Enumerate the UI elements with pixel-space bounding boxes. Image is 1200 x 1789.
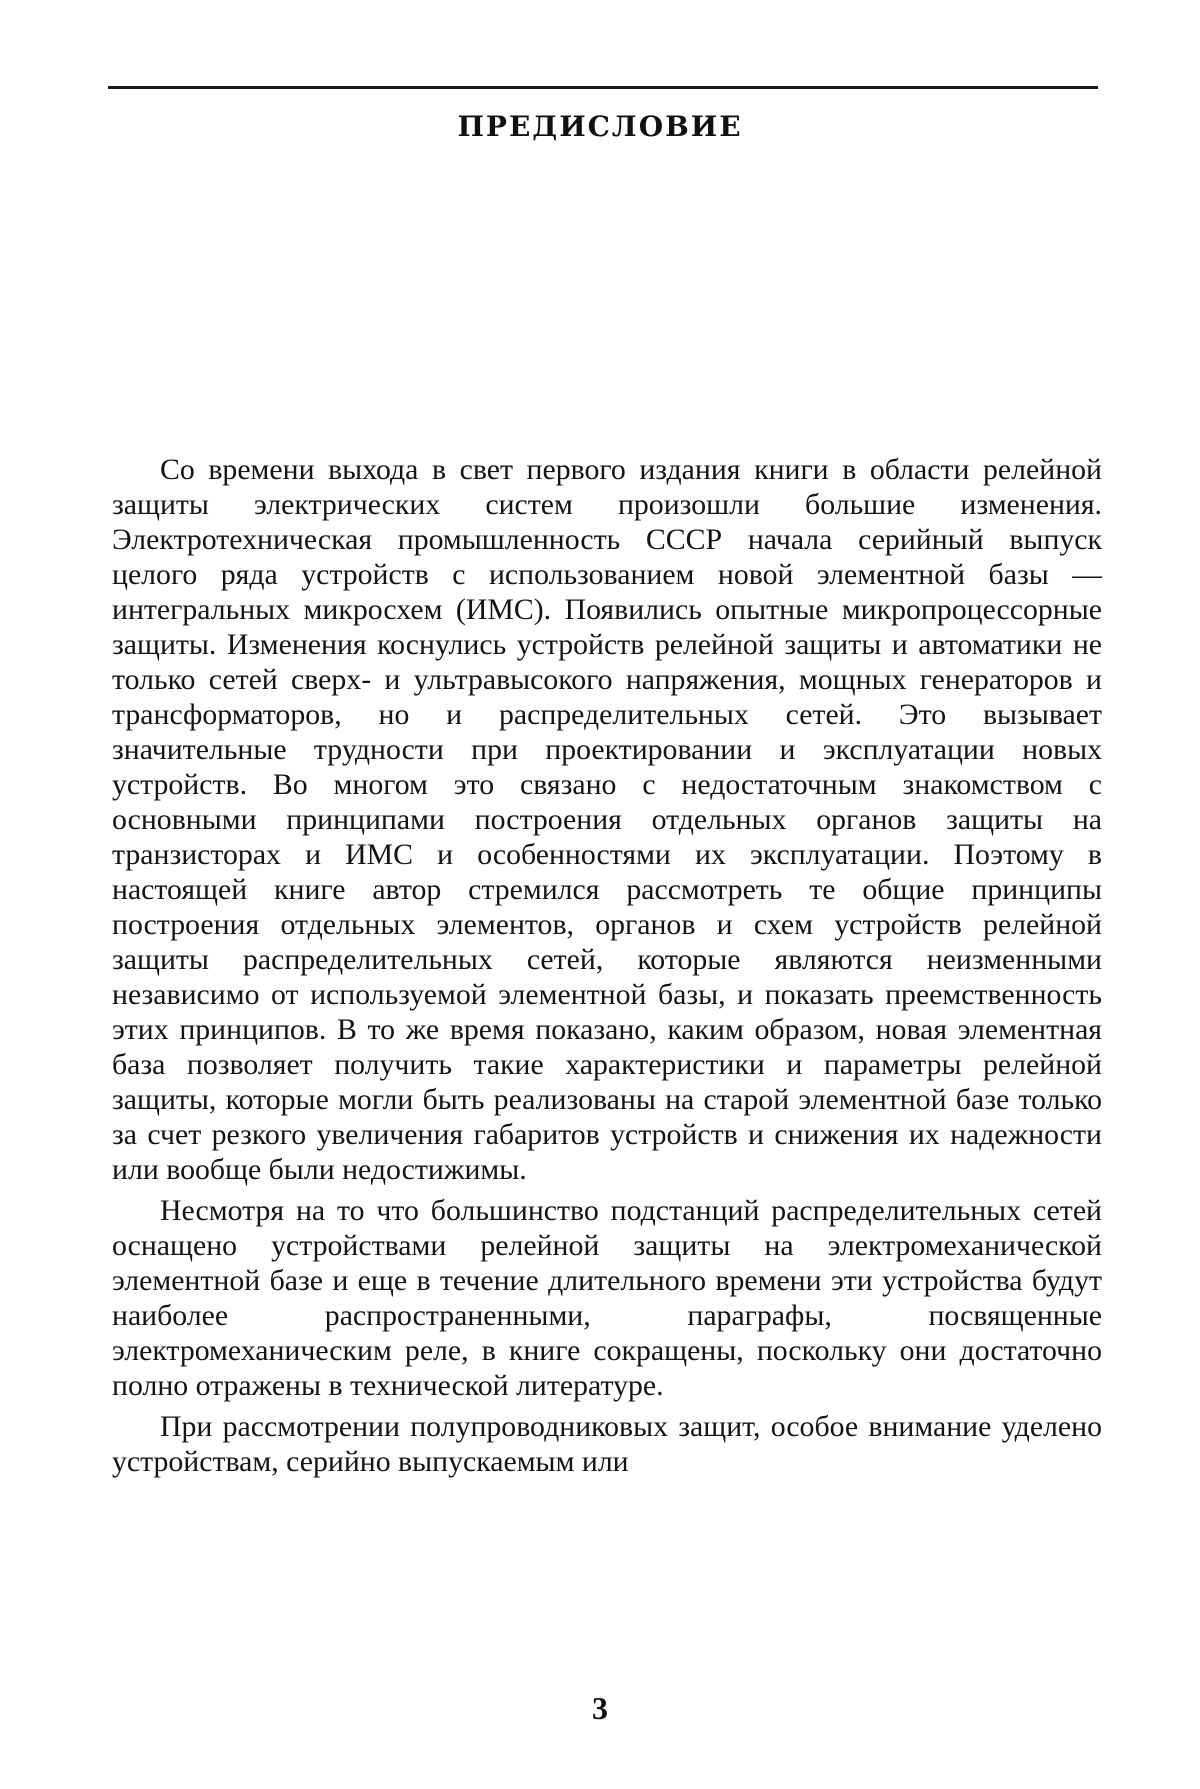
header-rule (108, 86, 1098, 89)
body-text (112, 452, 1102, 1479)
paragraph-1: Со времени выхода в свет первого издания книги в области релейной защиты электрических систем произошли большие изменения. Электротехническая промышленность СССР начала серийный выпуск целого ряда устройств с использованием новой элементной базы — интегральных микросхем (ИМС). Появились опытные микропроцессорные защиты. Изменения коснулись устройств релейной защиты и автоматики не только сетей сверх- и ультравысокого напряжения, мощных генераторов и трансформаторов, но и распределительных сетей. Это вызывает значительные трудности при проектировании и эксплуатации новых устройств. Во многом это связано с недостаточным знакомством с основными принципами построения отдельных органов защиты на транзисторах и ИМС и особенностями их эксплуатации. Поэтому в настоящей книге автор стремился рассмотреть те общие принципы построения отдельных элементов, органов и схем устройств релейной защиты распределительных сетей, которые являются неизменными независимо от используемой элементной базы, и показать преемственность этих принципов. В то же время показано, каким образом, новая элементная база позволяет получить такие характеристики и параметры релейной защиты, которые могли быть реализованы на старой элементной базе только за счет резкого увеличения габаритов устройств и снижения их надежности или вообще были недостижимы. (112, 453, 1102, 1186)
chapter-heading: ПРЕДИСЛОВИЕ (457, 110, 743, 143)
paragraph-2: Несмотря на то что большинство подстанций распределительных сетей оснащено устройствами релейной защиты на электромеханической элементной базе и еще в течение длительного времени эти устройства будут наиболее распространенными, параграфы, посвященные электромеханическим реле, в книге сокращены, поскольку они достаточно полно отражены в технической литературе. (112, 1194, 1102, 1402)
paragraph-3: При рассмотрении полупроводниковых защит, особое внимание уделено устройствам, серийно выпускаемым или (112, 1410, 1102, 1478)
page-number: 3 (592, 1690, 608, 1726)
